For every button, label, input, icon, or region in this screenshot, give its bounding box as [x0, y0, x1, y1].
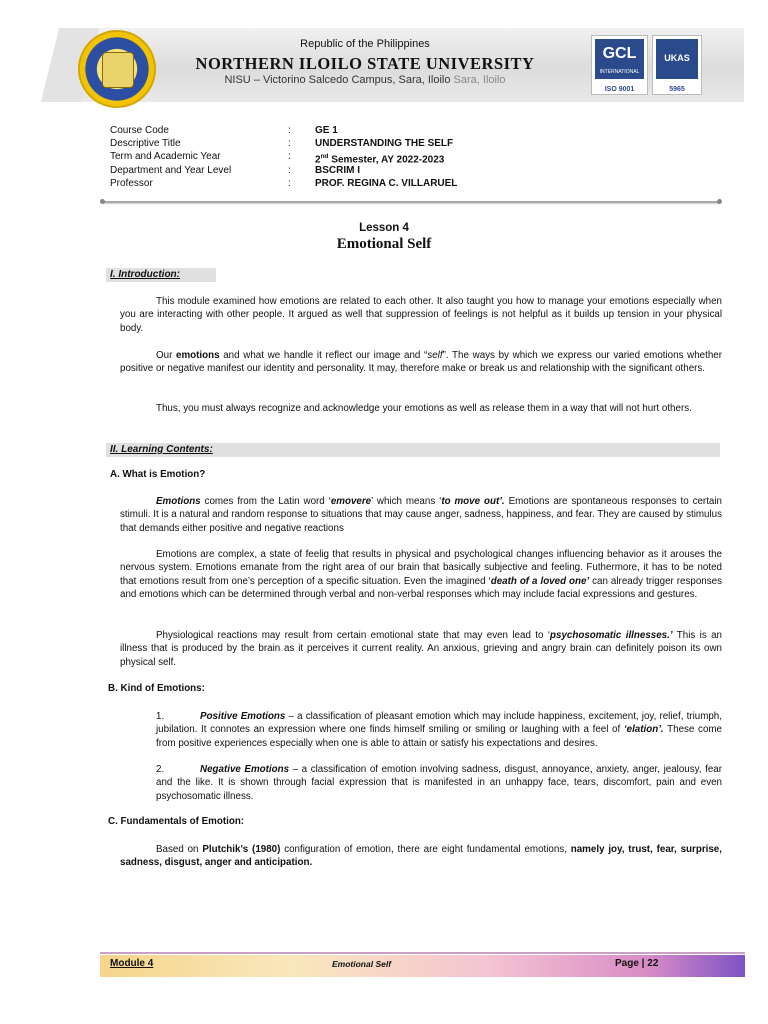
intro-paragraph-2: Our emotions and what we handle it reflect our image and “self”. The ways by which we express our varied emotions whether positive or negative manifest our identity and personality. It may, therefore make or break us and relationship with the significant others. [120, 350, 722, 375]
lesson-number: Lesson 4 [359, 222, 409, 234]
lesson-title: Emotional Self [336, 236, 432, 252]
university-seal-logo [78, 30, 156, 108]
emotion-paragraph-3: Physiological reactions may result from certain emotional state that may even lead to ‘psychosomatic illnesses.’ This is an illness that is produced by the brain as it perceives it current reality. An anxious, grieving and angry brain can definitely poison its own physical self. [120, 630, 723, 668]
document-page: Republic of the Philippines NORTHERN ILOILO STATE UNIVERSITY NISU – Victorino Salcedo Campus, Sara, Iloilo Sara, Iloilo GCL INTERNATIONAL ISO 9001 UKAS 5965 Course Code : GE 1 Descriptive Title : UNDERSTANDING THE SELF Term and Academic Year : 2nd Semester, AY 2022-2023 Department and Year Level : BSCRIM I Professor : PROF. REGINA C. VILLARUEL Lesson 4 Emotional Self I. Introduction: This module examined how emotions are related to each other. It also taught you how to manage your emotions especially when you are interacting with other people. It argued as well that suppression of feelings is not helpful as it builds up tension in your physical body. Our emotions and what we handle it reflect our image and “self”. The ways by which we express our varied emotions whether positive or negative manifest our identity and personality. It may, therefore make or break us and relationship with the significant others. Thus, you must always recognize and acknowledge your emotions as well as release them in a way that will not hurt others. II. Learning Contents: A. What is Emotion? Emotions comes from the Latin word ‘emovere’ which means ‘to move out’. Emotions are spontaneous responses to certain stimuli. It is a natural and random response to situations that may cause anger, sadness, happiness, and fear. They are caused by stimulus that demands either positive and negative reactions Emotions are complex, a state of feelig that results in physical and psychological changes influencing behavior as it arouses the nervous system. Emotions emanate from the right area of our brain that basically subjective and feeling. Futhermore, it has to be noted that emotions result from one’s perception of a specific situation. Even the imagined ‘death of a loved one’ can already trigger responses and emotions which can be determined through verbal and non-verbal responses which may include facial expressions and gestures. Physiological reactions may result from certain emotional state that may even lead to ‘psychosomatic illnesses.’ This is an illness that is produced by the brain as it perceives it current reality. An anxious, grieving and angry brain can definitely poison its own physical self. B. Kind of Emotions: 1. Positive Emotions – a classification of pleasant emotion which may include happiness, excitement, joy, relief, triumph, jubilation. It connotes an expression where one finds himself smiling or smiling or laughing with a feel of ‘elation’. These come from positive experiences especially when one is able to attain or satisfy his expectations and desires. 2. Negative Emotions – a classification of emotion involving sadness, disgust, annoyance, anxiety, anger, jealousy, fear and the like. It is shown through facial expression that is manifested in an unhappy face, tears, discomfort, pain and even psychosomatic illness. C. Fundamentals of Emotion: Based on Plutchik’s (1980) configuration of emotion, there are eight fundamental emotions, namely joy, trust, fear, surprise, sadness, disgust, anger and anticipation. Module 4 Emotional Self Page | 22 [0, 0, 768, 1024]
emotion-paragraph-2: Emotions are complex, a state of feelig that results in physical and psychological changes influencing behavior as it arouses the nervous system. Emotions emanate from the right area of our brain that basically subjective and feeling. Futhermore, it has to be noted that emotions result from one’s perception of a specific situation. Even the imagined ‘death of a loved one’ can already trigger responses and emotions which can be determined through verbal and non-verbal responses which may include facial expressions and gestures. [120, 549, 722, 600]
emotion-paragraph-1: Emotions comes from the Latin word ‘emovere’ which means ‘to move out’. Emotions are spontaneous responses to certain stimuli. It is a natural and random response to situations that may cause anger, sadness, happiness, and fear. They are caused by stimulus that demands either positive and negative reactions [120, 496, 722, 534]
section-heading-learning-contents: II. Learning Contents: [106, 443, 720, 457]
subheading-what-is-emotion: A. What is Emotion? [110, 469, 206, 480]
fundamentals-paragraph: Based on Plutchik’s (1980) configuration of emotion, there are eight fundamental emotions, namely joy, trust, fear, surprise, sadness, disgust, anger and anticipation. [120, 844, 722, 869]
subheading-fundamentals-of-emotion: C. Fundamentals of Emotion: [108, 816, 245, 827]
campus-line: NISU – Victorino Salcedo Campus, Sara, Iloilo Sara, Iloilo [224, 74, 506, 86]
header-divider [102, 199, 720, 204]
list-item-negative-emotions: 2. Negative Emotions – a classification of emotion involving sadness, disgust, annoyance, anxiety, anger, jealousy, fear and the like. It is shown through facial expression that is manifested in an unhappy face, tears, discomfort, pain and even psychosomatic illness. [156, 764, 722, 802]
subheading-kind-of-emotions: B. Kind of Emotions: [108, 683, 205, 694]
section-heading-introduction: I. Introduction: [106, 268, 216, 282]
page-footer [100, 952, 745, 979]
list-item-positive-emotions: 1. Positive Emotions – a classification of pleasant emotion which may include happiness, excitement, joy, relief, triumph, jubilation. It connotes an expression where one finds himself smiling or smiling or laughing with a feel of ‘elation’. These come from positive experiences especially when one is able to attain or satisfy his expectations and desires. [156, 711, 722, 749]
footer-title: Emotional Self [332, 959, 392, 969]
ukas-certification-logo: UKAS 5965 [652, 35, 702, 95]
gcl-certification-logo: GCL INTERNATIONAL ISO 9001 [591, 35, 648, 95]
intro-paragraph-1: This module examined how emotions are related to each other. It also taught you how to manage your emotions especially when you are interacting with other people. It argued as well that suppression of feelings is not helpful as it builds up tension in your physical body. [120, 296, 722, 334]
intro-paragraph-3: Thus, you must always recognize and acknowledge your emotions as well as release them in a way that will not hurt others. [156, 403, 692, 414]
republic-line: Republic of the Philippines [300, 38, 430, 50]
footer-module: Module 4 [110, 958, 154, 969]
university-name: NORTHERN ILOILO STATE UNIVERSITY [195, 54, 535, 73]
seal-emblem [102, 52, 134, 88]
footer-page-number: Page | 22 [615, 958, 659, 969]
